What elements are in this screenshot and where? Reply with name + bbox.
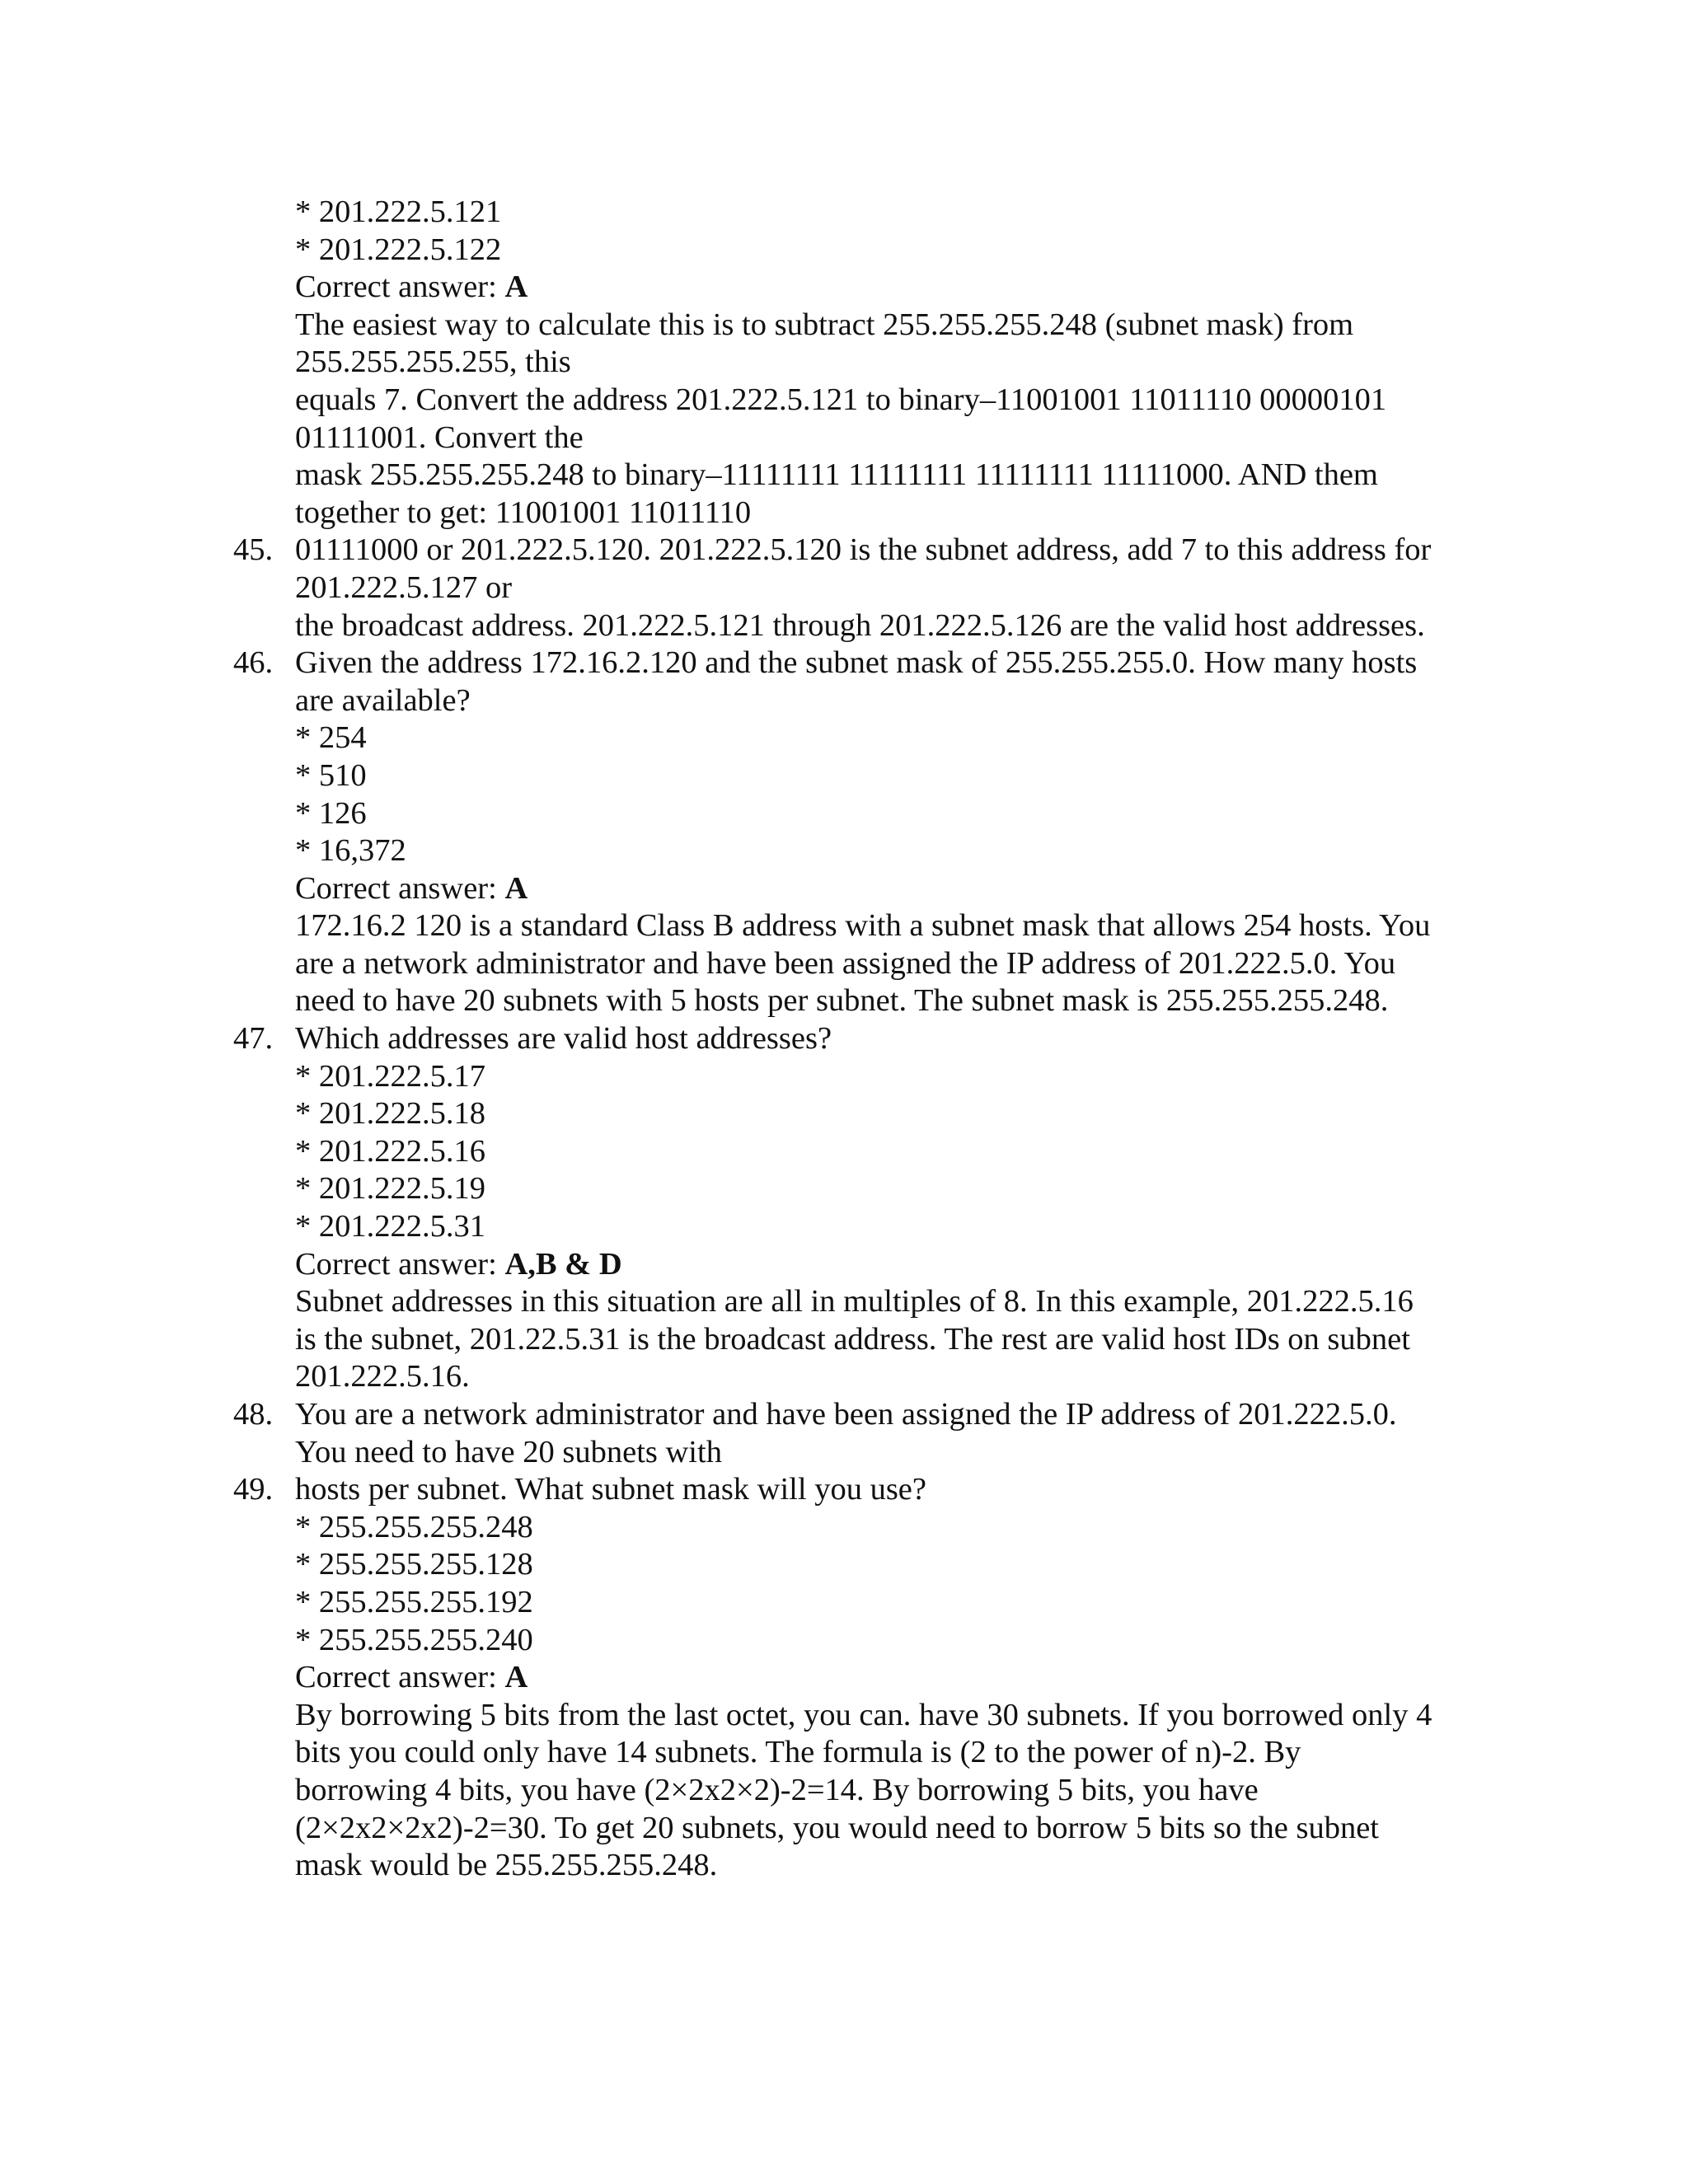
- line-text: the broadcast address. 201.222.5.121 through 201.222.5.126 are the valid host addresses.: [295, 607, 1425, 643]
- text-line: [233, 1283, 1486, 1321]
- item-number: 48.: [233, 1397, 274, 1432]
- text-line: [233, 832, 1486, 870]
- text-line: [233, 344, 1486, 382]
- text-line: [233, 1321, 1486, 1359]
- text-line: [233, 1772, 1486, 1810]
- text-line: [233, 1208, 1486, 1246]
- line-text: * 201.222.5.17: [295, 1058, 485, 1094]
- line-text: Correct answer:: [295, 269, 505, 305]
- correct-answer-value: A: [504, 269, 528, 305]
- numbered-item-line: [233, 532, 1486, 569]
- correct-answer-value: A,B & D: [504, 1246, 622, 1282]
- line-text: Correct answer:: [295, 870, 505, 906]
- line-text: The easiest way to calculate this is to subtract 255.255.255.248 (subnet mask) from: [295, 307, 1354, 342]
- text-line: [233, 682, 1486, 720]
- line-text: * 201.222.5.31: [295, 1209, 485, 1244]
- text-line: [233, 982, 1486, 1020]
- text-line: [233, 1058, 1486, 1096]
- line-text: 201.222.5.127 or: [295, 569, 513, 605]
- line-text: Given the address 172.16.2.120 and the subnet mask of 255.255.255.0. How many hosts: [295, 645, 1418, 681]
- numbered-item-line: [233, 644, 1486, 682]
- line-text: Correct answer:: [295, 1660, 505, 1695]
- line-text: You need to have 20 subnets with: [295, 1434, 722, 1469]
- text-line: [233, 1622, 1486, 1660]
- item-number: 46.: [233, 645, 274, 681]
- line-text: 201.222.5.16.: [295, 1359, 470, 1394]
- line-text: mask would be 255.255.255.248.: [295, 1848, 718, 1883]
- document-body: [233, 194, 1486, 1885]
- line-text: (2×2x2×2x2)-2=30. To get 20 subnets, you would need to borrow 5 bits so the subnet: [295, 1810, 1379, 1845]
- line-text: 172.16.2 120 is a standard Class B address with a subnet mask that allows 254 hosts. You: [295, 908, 1431, 944]
- text-line: [233, 795, 1486, 833]
- line-text: are a network administrator and have been assigned the IP address of 201.222.5.0. You: [295, 945, 1396, 981]
- text-line: [233, 494, 1486, 532]
- line-text: * 201.222.5.121: [295, 194, 502, 229]
- line-text: * 255.255.255.192: [295, 1584, 533, 1619]
- text-line: [233, 457, 1486, 494]
- text-line: [233, 1847, 1486, 1885]
- line-text: You are a network administrator and have been assigned the IP address of 201.222.5.0.: [295, 1397, 1397, 1432]
- line-text: Correct answer:: [295, 1246, 505, 1282]
- line-text: * 201.222.5.122: [295, 232, 502, 267]
- text-line: [233, 1095, 1486, 1133]
- line-text: * 254: [295, 720, 367, 756]
- numbered-item-line: [233, 1020, 1486, 1058]
- text-line: [233, 1584, 1486, 1622]
- line-text: borrowing 4 bits, you have (2×2x2×2)-2=14. By borrowing 5 bits, you have: [295, 1772, 1259, 1807]
- text-line: [233, 1133, 1486, 1171]
- line-text: * 510: [295, 757, 367, 793]
- text-line: [233, 1358, 1486, 1396]
- line-text: 255.255.255.255, this: [295, 344, 571, 380]
- line-text: By borrowing 5 bits from the last octet, you can. have 30 subnets. If you borrowed only 4: [295, 1697, 1432, 1732]
- text-line: [233, 907, 1486, 945]
- text-line: [233, 1659, 1486, 1697]
- text-line: [233, 1246, 1486, 1284]
- text-line: [233, 1170, 1486, 1208]
- line-text: together to get: 11001001 11011110: [295, 494, 752, 530]
- line-text: mask 255.255.255.248 to binary–11111111 11111111 11111111 11111000. AND them: [295, 457, 1378, 493]
- line-text: Which addresses are valid host addresses?: [295, 1021, 832, 1057]
- line-text: * 255.255.255.128: [295, 1547, 533, 1582]
- text-line: [233, 945, 1486, 983]
- line-text: 01111000 or 201.222.5.120. 201.222.5.120 is the subnet address, add 7 to this address for: [295, 532, 1432, 568]
- text-line: [233, 232, 1486, 269]
- line-text: * 201.222.5.19: [295, 1171, 485, 1207]
- text-line: [233, 419, 1486, 457]
- text-line: [233, 870, 1486, 908]
- item-number: 45.: [233, 532, 274, 568]
- text-line: [233, 1546, 1486, 1584]
- text-line: [233, 194, 1486, 232]
- correct-answer-value: A: [504, 1660, 528, 1695]
- text-line: [233, 1697, 1486, 1735]
- numbered-item-line: [233, 1396, 1486, 1434]
- text-line: [233, 719, 1486, 757]
- text-line: [233, 1434, 1486, 1472]
- line-text: is the subnet, 201.22.5.31 is the broadcast address. The rest are valid host IDs on subnet: [295, 1321, 1410, 1357]
- text-line: [233, 569, 1486, 607]
- line-text: equals 7. Convert the address 201.222.5.121 to binary–11001001 11011110 00000101: [295, 382, 1387, 417]
- text-line: [233, 1734, 1486, 1772]
- item-number: 49.: [233, 1472, 274, 1507]
- correct-answer-value: A: [504, 870, 528, 906]
- item-number: 47.: [233, 1021, 274, 1057]
- text-line: [233, 757, 1486, 795]
- text-line: [233, 307, 1486, 344]
- numbered-item-line: [233, 1471, 1486, 1509]
- line-text: need to have 20 subnets with 5 hosts per subnet. The subnet mask is 255.255.255.248.: [295, 983, 1389, 1019]
- text-line: [233, 1810, 1486, 1848]
- line-text: * 16,372: [295, 833, 406, 869]
- line-text: * 201.222.5.16: [295, 1133, 485, 1169]
- line-text: are available?: [295, 682, 471, 718]
- line-text: * 201.222.5.18: [295, 1096, 485, 1132]
- line-text: * 126: [295, 795, 367, 831]
- text-line: [233, 1509, 1486, 1547]
- line-text: Subnet addresses in this situation are all in multiples of 8. In this example, 201.222.5.16: [295, 1284, 1414, 1319]
- line-text: 01111001. Convert the: [295, 419, 584, 455]
- text-line: [233, 607, 1486, 645]
- line-text: hosts per subnet. What subnet mask will you use?: [295, 1472, 926, 1507]
- line-text: * 255.255.255.240: [295, 1622, 533, 1657]
- line-text: bits you could only have 14 subnets. The formula is (2 to the power of n)-2. By: [295, 1735, 1301, 1770]
- text-line: [233, 382, 1486, 419]
- line-text: * 255.255.255.248: [295, 1509, 533, 1544]
- text-line: [233, 269, 1486, 307]
